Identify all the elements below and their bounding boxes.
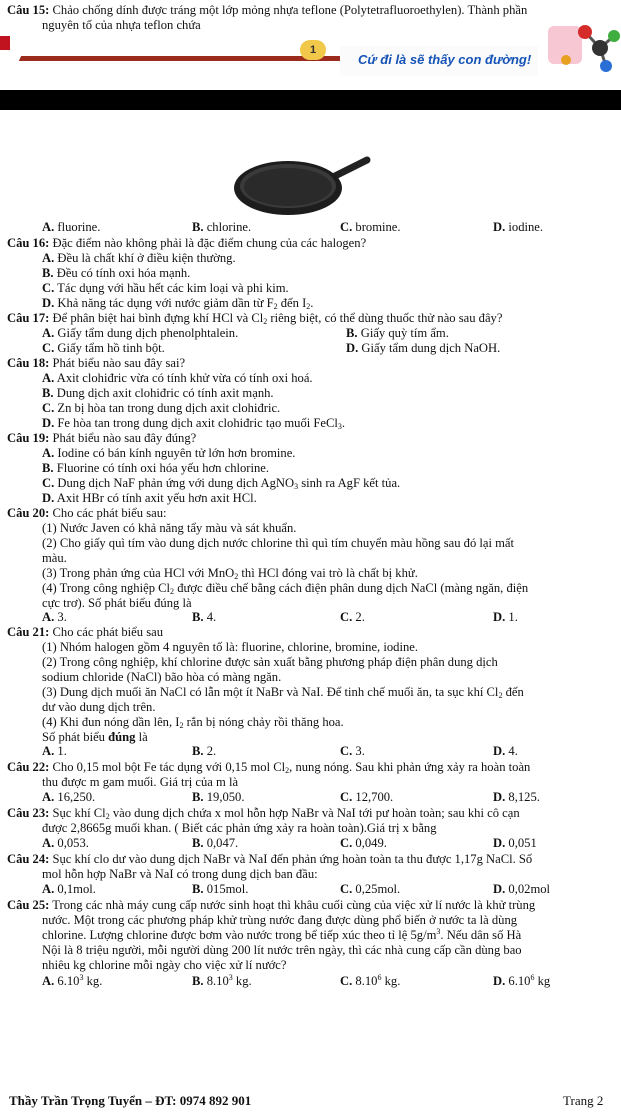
q18-stem: [7, 356, 185, 370]
q23-option-b[interactable]: [192, 836, 238, 850]
q20-stem: [7, 506, 167, 520]
q22-stem: [7, 760, 530, 774]
subscript: 2: [234, 572, 239, 581]
statement-text: đến: [502, 685, 524, 699]
q21-stem: [7, 625, 163, 639]
option-letter: C.: [340, 974, 353, 988]
option-letter: B.: [192, 974, 204, 988]
option-text: kg.: [83, 974, 103, 988]
subscript: 2: [498, 691, 503, 700]
q22-option-d[interactable]: [493, 790, 540, 804]
option-letter: D.: [493, 744, 506, 758]
statement-text: Số phát biểu: [42, 730, 109, 744]
red-marker: [0, 36, 10, 50]
option-letter: D.: [493, 836, 506, 850]
q17-option-d[interactable]: D. Giấy tẩm dung dịch NaOH.: [346, 341, 501, 355]
q24-stem-text: Sục khí clo dư vào dung dịch NaBr và NaI đến phản ứng hoàn toàn ta thu được 1,17g NaCl. Số: [52, 852, 533, 866]
option-letter: D.: [493, 974, 506, 988]
q17-option-a[interactable]: A. Giấy tẩm dung dịch phenolphtalein.: [42, 326, 239, 340]
option-letter: C.: [340, 610, 353, 624]
q25-stem-text: chlorine. Lượng chlorine được bơm vào nước trong bể tiếp xúc theo tỉ lệ 5g/m: [42, 928, 437, 942]
option-text: Dung dịch axit clohiđric có tính axit mạnh.: [56, 386, 274, 400]
q22-option-b[interactable]: [192, 790, 245, 804]
q15-stem-line2: nguyên tố của nhựa teflon chứa: [42, 18, 201, 32]
q20-option-d[interactable]: [493, 610, 518, 624]
q15-label: Câu 15:: [7, 3, 50, 17]
superscript: 6: [530, 973, 535, 982]
superscript: 6: [377, 973, 382, 982]
option-text: Đều có tính oxi hóa mạnh.: [56, 266, 191, 280]
subscript: 2: [179, 721, 184, 730]
option-letter: C.: [340, 882, 353, 896]
option-text: 0,053.: [57, 836, 89, 850]
banner-stripe: [19, 56, 391, 61]
q15-option-b[interactable]: [192, 220, 251, 234]
q22-stem-line2: thu được m gam muối. Giá trị của m là: [42, 775, 239, 789]
q21-label: Câu 21:: [7, 625, 50, 639]
q22-stem-text: , nung nóng. Sau khi phản ứng xảy ra hoàn toàn: [289, 760, 531, 774]
option-letter: A.: [42, 882, 55, 896]
option-text: Giấy tẩm dung dịch NaOH.: [361, 341, 501, 355]
motto-banner: [0, 36, 621, 86]
option-letter: A.: [42, 220, 55, 234]
q24-stem-line2: mol hỗn hợp NaBr và NaI có trong dung dịch ban đầu:: [42, 867, 318, 881]
q16-stem-text: Đặc điểm nào không phải là đặc điểm chung của các halogen?: [52, 236, 367, 250]
subscript: 3: [294, 482, 299, 491]
option-text: 3.: [57, 610, 67, 624]
q17-stem: [7, 311, 502, 325]
q21-stem-text: Cho các phát biểu sau: [52, 625, 164, 639]
q24-option-c[interactable]: [340, 882, 400, 896]
subscript: 2: [306, 302, 311, 311]
q19-option-d[interactable]: D. Axit HBr có tính axit yếu hơn axit HCl.: [42, 491, 257, 505]
q15-stem: Chảo chống dính được tráng một lớp mỏng nhựa teflone (Polytetrafluoroethylen). Thành phần: [52, 3, 528, 17]
q16-option-c[interactable]: C. Tác dụng với hầu hết các kim loại và phi kim.: [42, 281, 289, 295]
option-letter: D.: [493, 790, 506, 804]
q22-label: Câu 22:: [7, 760, 50, 774]
superscript: 3: [79, 973, 84, 982]
option-text: .: [341, 416, 346, 430]
q21-statement-1: (1) Nhóm halogen gồm 4 nguyên tố là: fluorine, chlorine, bromine, iodine.: [42, 640, 418, 654]
subscript: 2: [105, 812, 110, 821]
q20-option-a[interactable]: [42, 610, 67, 624]
bold-word: đúng: [108, 730, 136, 744]
q19-stem-text: Phát biểu nào sau đây đúng?: [52, 431, 197, 445]
option-text: 1.: [508, 610, 518, 624]
option-text: 3.: [355, 744, 365, 758]
option-letter: D.: [493, 882, 506, 896]
statement-text: (4) Khi đun nóng dần lên, I: [42, 715, 180, 729]
subscript: 2: [170, 587, 175, 596]
q15-option-d[interactable]: [493, 220, 543, 234]
option-text: .: [310, 296, 314, 310]
q20-statement-2-cont: màu.: [42, 551, 67, 565]
q24-label: Câu 24:: [7, 852, 50, 866]
q19-option-a[interactable]: A. Iodine có bán kính nguyên tử lớn hơn bromine.: [42, 446, 296, 460]
option-text: Giấy tẩm dung dịch phenolphtalein.: [57, 326, 239, 340]
option-text: 4.: [206, 610, 217, 624]
q16-option-d[interactable]: D. Khả năng tác dụng với nước giảm dần từ $F_2$ đến $I_2$.: [42, 296, 314, 311]
option-letter: B.: [192, 882, 204, 896]
q16-label: Câu 16:: [7, 236, 50, 250]
option-letter: B.: [192, 836, 204, 850]
q20-option-c[interactable]: [340, 610, 365, 624]
option-letter: B.: [192, 610, 204, 624]
q21-option-d[interactable]: [493, 744, 518, 758]
option-letter: C.: [340, 220, 353, 234]
option-text: 4.: [508, 744, 518, 758]
q23-stem-text: vào dung dịch chứa x mol hỗn hợp NaBr và NaI tới pư hoàn toàn; sau khi cô cạn: [109, 806, 520, 820]
option-text: 8,125.: [508, 790, 540, 804]
option-text: kg.: [381, 974, 401, 988]
option-letter: A.: [42, 610, 55, 624]
option-text: Tác dụng với hầu hết các kim loại và phi kim.: [57, 281, 289, 295]
black-divider-bar: [0, 90, 621, 110]
q25-option-c[interactable]: [340, 974, 400, 988]
option-text: Zn bị hòa tan trong dung dịch axit clohiđric.: [57, 401, 281, 415]
option-text: Khả năng tác dụng với nước giảm dần từ F: [57, 296, 274, 310]
option-text: 6.10: [57, 974, 80, 988]
superscript: 3: [436, 927, 441, 936]
q15-stem-line1: [7, 3, 527, 17]
option-text: iodine.: [508, 220, 544, 234]
option-text: 8.10: [355, 974, 378, 988]
q23-stem-text: Sục khí Cl: [52, 806, 106, 820]
q22-option-a[interactable]: [42, 790, 95, 804]
option-text: 0,02mol: [508, 882, 551, 896]
statement-text: (3) Dung dịch muối ăn NaCl có lẫn một ít NaBr và NaI. Để tinh chế muối ăn, ta sục khí Cl: [42, 685, 499, 699]
option-text: chlorine.: [206, 220, 252, 234]
option-text: Axit HBr có tính axit yếu hơn axit HCl.: [56, 491, 257, 505]
option-letter: A.: [42, 974, 55, 988]
option-text: Iodine có bán kính nguyên tử lớn hơn bromine.: [57, 446, 296, 460]
q25-stem: [7, 898, 535, 912]
q18-label: Câu 18:: [7, 356, 50, 370]
subscript: 2: [273, 302, 278, 311]
subscript: 2: [285, 766, 290, 775]
option-text: Fluorine có tính oxi hóa yếu hơn chlorine.: [56, 461, 270, 475]
motto-text: Cứ đi là sẽ thấy con đường!: [358, 52, 532, 67]
q17-stem-text: Để phân biệt hai bình đựng khí HCl và Cl: [52, 311, 264, 325]
q20-stem-text: Cho các phát biểu sau:: [52, 506, 167, 520]
q21-option-a[interactable]: [42, 744, 67, 758]
option-text: 16,250.: [57, 790, 96, 804]
option-text: kg: [534, 974, 551, 988]
q22-stem-text: Cho 0,15 mol bột Fe tác dụng với 0,15 mol Cl: [52, 760, 286, 774]
option-text: 19,050.: [206, 790, 245, 804]
option-text: Fe hòa tan trong dung dịch axit clohiđric tạo muối FeCl: [57, 416, 338, 430]
q25-stem-line4: Nội là 8 triệu người, mỗi người dùng 200 lít nước trên ngày, thì các nhà cung cấp cần dùng bao: [42, 943, 522, 957]
q23-option-c[interactable]: [340, 836, 387, 850]
option-text: Axit clohiđric vừa có tính khử vừa có tính oxi hoá.: [56, 371, 313, 385]
option-text: fluorine.: [57, 220, 101, 234]
statement-text: được điều chế bằng cách điện phân dung dịch NaCl (màng ngăn, điện: [174, 581, 529, 595]
q20-statement-2: (2) Cho giấy quì tím vào dung dịch nước chlorine thì quì tím chuyển màu hồng sau đó lại mất: [42, 536, 515, 550]
subscript: 2: [263, 317, 268, 326]
statement-text: là: [135, 730, 148, 744]
q24-option-a[interactable]: [42, 882, 96, 896]
q21-statement-2: (2) Trong công nghiệp, khí chlorine được sản xuất bằng phương pháp điện phân dung dịch: [42, 655, 498, 669]
q20-statement-4: [42, 581, 528, 595]
banner-number-badge: 1: [300, 40, 326, 60]
q23-stem: [7, 806, 520, 820]
option-text: 0,047.: [206, 836, 239, 850]
option-text: đến I: [277, 296, 307, 310]
q20-option-b[interactable]: [192, 610, 216, 624]
option-letter: C.: [340, 836, 353, 850]
q25-stem-line5: nhiêu kg chlorine mỗi ngày cho việc xử lí nước?: [42, 958, 287, 972]
q21-statement-3: [42, 685, 524, 699]
option-text: 0,049.: [355, 836, 387, 850]
q20-statement-4-cont: cực trơ). Số phát biểu đúng là: [42, 596, 192, 610]
option-letter: C.: [340, 790, 353, 804]
q18-option-d[interactable]: D. Fe hòa tan trong dung dịch axit clohiđric tạo muối FeCl$_3$.: [42, 416, 346, 431]
page-number: Trang 2: [563, 1093, 604, 1108]
q19-stem: [7, 431, 196, 445]
q25-option-d[interactable]: [493, 974, 550, 988]
q16-option-a[interactable]: A. Đều là chất khí ở điều kiện thường.: [42, 251, 236, 265]
q25-stem-text: Trong các nhà máy cung cấp nước sinh hoạt thì khâu cuối cùng của việc xử lí nước là khử trùng: [52, 898, 536, 912]
q16-stem: [7, 236, 366, 250]
option-text: 0,25mol.: [355, 882, 401, 896]
q20-statement-3: [42, 566, 418, 580]
q16-option-b[interactable]: B. Đều có tính oxi hóa mạnh.: [42, 266, 191, 280]
q15-option-a[interactable]: [42, 220, 100, 234]
subscript: 3: [337, 422, 342, 431]
q18-option-a[interactable]: A. Axit clohiđric vừa có tính khử vừa có tính oxi hoá.: [42, 371, 313, 385]
option-text: 0,051: [508, 836, 537, 850]
q25-stem-text: . Nếu dân số Hà: [440, 928, 522, 942]
q21-statement-2-cont: sodium chloride (NaCl) bão hòa có màng ngăn.: [42, 670, 282, 684]
option-text: 8.10: [206, 974, 229, 988]
q21-option-c[interactable]: [340, 744, 365, 758]
q17-label: Câu 17:: [7, 311, 50, 325]
q21-statement-3-cont: dư vào dung dịch trên.: [42, 700, 156, 714]
superscript: 3: [228, 973, 233, 982]
q18-option-c[interactable]: C. Zn bị hòa tan trong dung dịch axit clohiđric.: [42, 401, 281, 415]
q24-option-b[interactable]: [192, 882, 248, 896]
option-letter: D.: [493, 220, 506, 234]
option-letter: A.: [42, 790, 55, 804]
q17-option-c[interactable]: C. Giấy tẩm hồ tinh bột.: [42, 341, 165, 355]
q15-option-c[interactable]: [340, 220, 401, 234]
q19-option-c[interactable]: C. Dung dịch NaF phản ứng với dung dịch AgNO$_3$ sinh ra AgF kết tủa.: [42, 476, 401, 491]
option-letter: D.: [493, 610, 506, 624]
q23-option-d[interactable]: [493, 836, 537, 850]
q20-statement-1: (1) Nước Javen có khả năng tẩy màu và sát khuẩn.: [42, 521, 297, 535]
q21-option-b[interactable]: [192, 744, 216, 758]
option-letter: A.: [42, 744, 55, 758]
statement-text: (4) Trong công nghiệp Cl: [42, 581, 171, 595]
option-text: 2.: [206, 744, 217, 758]
q21-count-line: [42, 730, 148, 744]
q25-stem-line2: nước. Một trong các phương pháp khử trùng nước đang được dùng phổ biến ở nước ta là dùng: [42, 913, 518, 927]
option-letter: A.: [42, 836, 55, 850]
option-text: Dung dịch NaF phản ứng với dung dịch AgNO: [57, 476, 295, 490]
q25-label: Câu 25:: [7, 898, 50, 912]
statement-text: rắn bị nóng chảy rồi thăng hoa.: [183, 715, 344, 729]
molecule-logo-icon: [540, 20, 620, 76]
option-text: 0,1mol.: [57, 882, 96, 896]
q22-option-c[interactable]: [340, 790, 393, 804]
q18-stem-text: Phát biểu nào sau đây sai?: [52, 356, 186, 370]
option-text: Giấy tẩm hồ tinh bột.: [57, 341, 165, 355]
statement-text: thì HCl đóng vai trò là chất bị khử.: [238, 566, 418, 580]
option-text: bromine.: [355, 220, 401, 234]
q24-option-d[interactable]: [493, 882, 550, 896]
option-letter: C.: [340, 744, 353, 758]
option-text: 1.: [57, 744, 67, 758]
q18-option-b[interactable]: B. Dung dịch axit clohiđric có tính axit mạnh.: [42, 386, 274, 400]
option-text: sinh ra AgF kết tủa.: [298, 476, 401, 490]
q24-stem: [7, 852, 532, 866]
footer-author: Thầy Trần Trọng Tuyển – ĐT: 0974 892 901: [9, 1093, 252, 1108]
q25-option-b[interactable]: [192, 974, 252, 988]
q25-option-a[interactable]: [42, 974, 102, 988]
option-letter: B.: [192, 220, 204, 234]
option-letter: B.: [192, 744, 204, 758]
q25-stem-line3: [42, 928, 521, 942]
q17-stem-text: riêng biệt, có thể dùng thuốc thử nào sau đây?: [267, 311, 503, 325]
q23-label: Câu 23:: [7, 806, 50, 820]
frying-pan-image: [225, 150, 395, 220]
q20-label: Câu 20:: [7, 506, 50, 520]
option-text: 015mol.: [206, 882, 249, 896]
option-text: kg.: [232, 974, 252, 988]
q17-option-b[interactable]: B. Giấy quỳ tím ẩm.: [346, 326, 449, 340]
q21-statement-4: [42, 715, 344, 729]
option-text: Đều là chất khí ở điều kiện thường.: [57, 251, 236, 265]
option-text: 12,700.: [355, 790, 394, 804]
statement-text: (3) Trong phản ứng của HCl với MnO: [42, 566, 235, 580]
option-letter: B.: [192, 790, 204, 804]
option-text: 6.10: [508, 974, 531, 988]
q19-label: Câu 19:: [7, 431, 50, 445]
option-text: 2.: [355, 610, 365, 624]
q23-option-a[interactable]: [42, 836, 89, 850]
option-text: Giấy quỳ tím ẩm.: [360, 326, 449, 340]
q23-stem-line2: được 2,8665g muối khan. ( Biết các phản ứng xảy ra hoàn toàn).Giá trị x bằng: [42, 821, 437, 835]
q19-option-b[interactable]: B. Fluorine có tính oxi hóa yếu hơn chlorine.: [42, 461, 270, 475]
